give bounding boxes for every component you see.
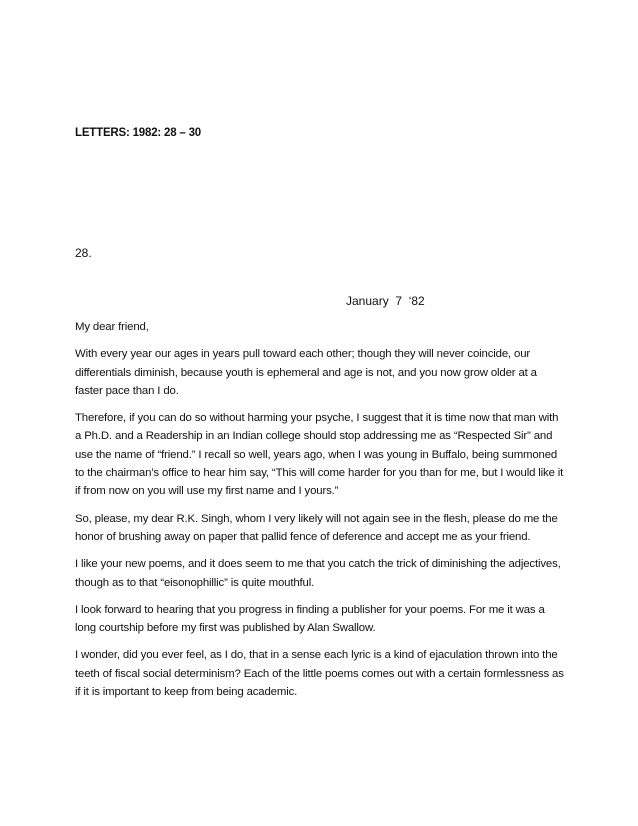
paragraph: With every year our ages in years pull toward each other; though they will never coincide, our differentials diminish, because youth is ephemeral and age is not, and you now grow older at a faster pace than I do. [75, 348, 537, 397]
paragraph: Therefore, if you can do so without harming your psyche, I suggest that it is time now that man with a Ph.D. and a Readership in an Indian college should stop addressing me as “Respected Sir” and use the name of “friend.” I recall so well, years ago, when I was young in Buffalo, being summoned to the chairman’s office to hear him say, “This will come harder for you than for me, but I would like it if from now on you will use my first name and I yours.” [75, 412, 564, 498]
letter-date: January 7 ‘82 [346, 294, 425, 308]
paragraph: I like your new poems, and it does seem to me that you catch the trick of diminishing the adjectives, though as to that “eisonophillic” is quite mouthful. [75, 558, 561, 589]
letter-body [75, 318, 565, 710]
paragraph: I wonder, did you ever feel, as I do, that in a sense each lyric is a kind of ejaculation thrown into the teeth of fiscal social determinism? Each of the little poems comes out with a certain formlessness as if it is important to keep from being academic. [75, 649, 564, 699]
letter-number: 28. [75, 246, 92, 260]
salutation: My dear friend, [75, 321, 149, 333]
paragraph: I look forward to hearing that you progress in finding a publisher for your poems. For me it was a long courtship before my first was published by Alan Swallow. [75, 603, 545, 635]
document-heading: LETTERS: 1982: 28 – 30 [75, 127, 201, 139]
paragraph: So, please, my dear R.K. Singh, whom I very likely will not again see in the flesh, please do me the honor of brushing away on paper that pallid fence of deference and accept me as your friend. [75, 512, 558, 543]
